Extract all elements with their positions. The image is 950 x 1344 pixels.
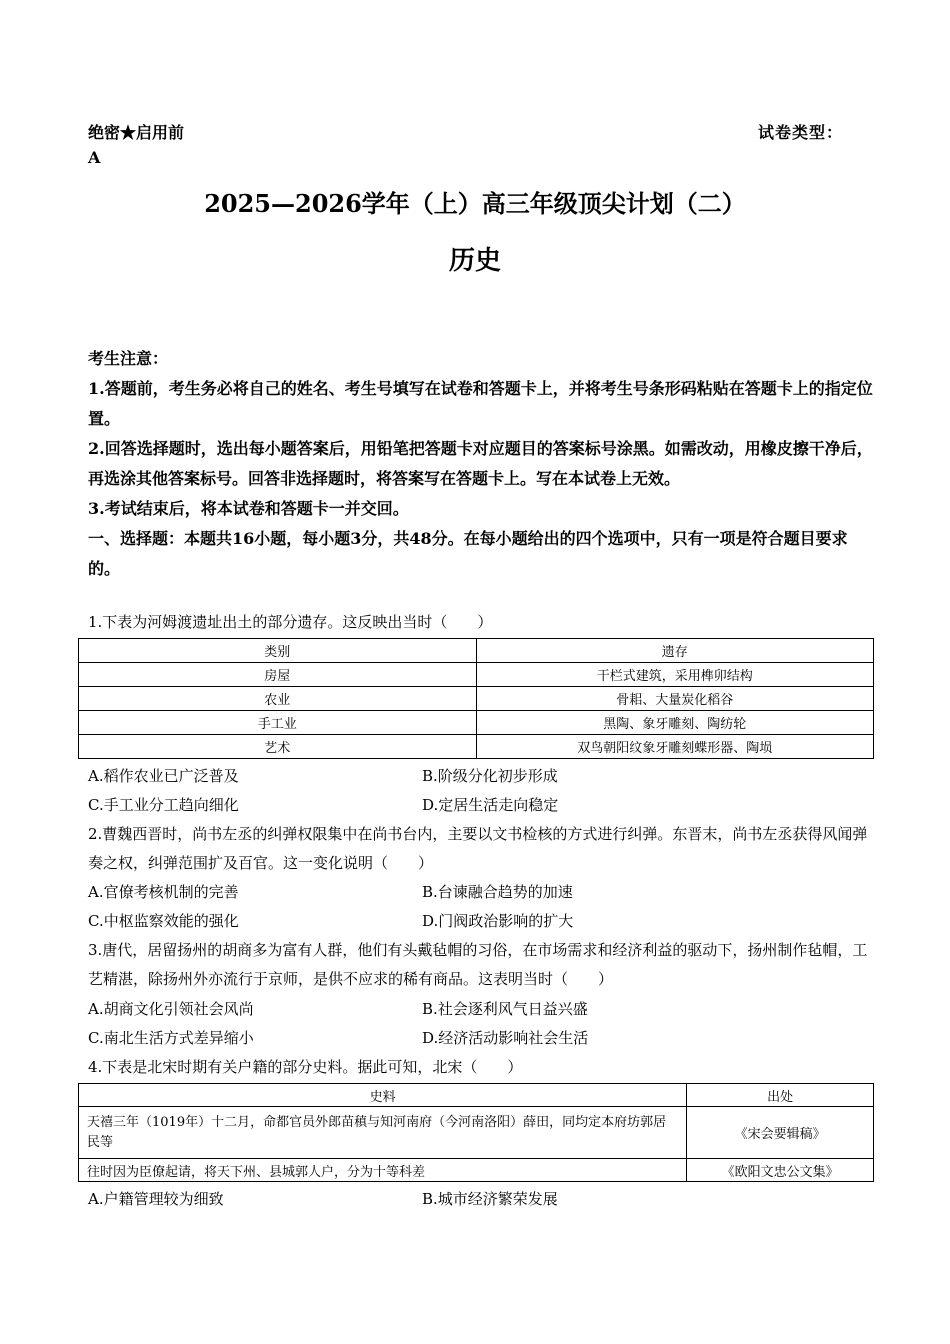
table-row bbox=[79, 687, 874, 711]
question-2-stem: 2.曹魏西晋时，尚书左丞的纠弹权限集中在尚书台内，主要以文书检核的方式进行纠弹。东晋末，尚书左丞获得风闻弹奏之权，纠弹范围扩及百官。这一变化说明（ ） bbox=[88, 825, 868, 872]
subject-title: 历史 bbox=[448, 246, 501, 276]
table-row bbox=[79, 663, 874, 687]
question-3-stem: 3.唐代，居留扬州的胡商多为富有人群，他们有头戴毡帽的习俗，在市场需求和经济利益的驱动下，扬州制作毡帽，工艺精湛，除扬州外亦流行于京师，是供不应求的稀有商品。这表明当时（ ） bbox=[88, 941, 868, 988]
option-d: D.定居生活走向稳定 bbox=[422, 796, 559, 814]
table-cell: 黑陶、象牙雕刻、陶纺轮 bbox=[476, 711, 874, 735]
option-b: B.台谏融合趋势的加速 bbox=[422, 883, 573, 901]
table-cell: 《欧阳文忠公文集》 bbox=[687, 1159, 874, 1182]
question-4-stem: 4.下表是北宋时期有关户籍的部分史料。据此可知，北宋（ ） bbox=[88, 1058, 523, 1076]
table-header: 类别 bbox=[79, 639, 477, 663]
option-b: B.社会逐利风气日益兴盛 bbox=[422, 1000, 588, 1018]
option-a: A.户籍管理较为细致 bbox=[88, 1190, 224, 1208]
notice-block bbox=[88, 344, 878, 584]
question-1-stem: 1.下表为河姆渡遗址出土的部分遗存。这反映出当时（ ） bbox=[88, 613, 493, 631]
option-d: D.门阀政治影响的扩大 bbox=[422, 912, 574, 930]
option-a: A.胡商文化引领社会风尚 bbox=[88, 1000, 254, 1018]
paper-type-label: 试卷类型： bbox=[758, 123, 844, 142]
table-cell: 《宋会要辑稿》 bbox=[687, 1107, 874, 1159]
table-header: 遗存 bbox=[476, 639, 874, 663]
notice-heading: 考生注意： bbox=[88, 349, 169, 368]
option-a: A.稻作农业已广泛普及 bbox=[88, 767, 239, 785]
option-c: C.南北生活方式差异缩小 bbox=[88, 1029, 254, 1047]
notice-item-3: 3.考试结束后，将本试卷和答题卡一并交回。 bbox=[88, 499, 409, 518]
option-c: C.中枢监察效能的强化 bbox=[88, 912, 239, 930]
table-cell: 双鸟朝阳纹象牙雕刻蝶形器、陶埙 bbox=[476, 735, 874, 759]
notice-item-2: 2.回答选择题时，选出每小题答案后，用铅笔把答题卡对应题目的答案标号涂黑。如需改动，用橡皮擦干净后，再选涂其他答案标号。回答非选择题时，将答案写在答题卡上。写在本试卷上无效。 bbox=[88, 439, 873, 488]
table-row bbox=[79, 735, 874, 759]
section-heading: 一、选择题：本题共16小题，每小题3分，共48分。在每小题给出的四个选项中，只有一项是符合题目要求的。 bbox=[88, 529, 848, 578]
table-header: 出处 bbox=[687, 1084, 874, 1107]
option-b: B.阶级分化初步形成 bbox=[422, 767, 558, 785]
confidential-label: 绝密★启用前 bbox=[88, 123, 185, 142]
table-cell: 天禧三年（1019年）十二月，命都官员外郎苗稹与知河南府（今河南洛阳）薛田，同均定本府坊郭居民等 bbox=[79, 1107, 687, 1159]
table-cell: 往时因为臣僚起请，将天下州、县城郭人户，分为十等科差 bbox=[79, 1159, 687, 1182]
table-row bbox=[79, 1107, 874, 1159]
table-header: 史料 bbox=[79, 1084, 687, 1107]
option-b: B.城市经济繁荣发展 bbox=[422, 1190, 558, 1208]
table-row bbox=[79, 1159, 874, 1182]
table-row bbox=[79, 711, 874, 735]
notice-item-1: 1.答题前，考生务必将自己的姓名、考生号填写在试卷和答题卡上，并将考生号条形码粘贴在答题卡上的指定位置。 bbox=[88, 379, 873, 428]
option-d: D.经济活动影响社会生活 bbox=[422, 1029, 589, 1047]
option-a: A.官僚考核机制的完善 bbox=[88, 883, 239, 901]
page-title: 2025—2026学年（上）高三年级顶尖计划（二） bbox=[204, 189, 746, 218]
question-4-table bbox=[78, 1083, 874, 1182]
table-cell: 农业 bbox=[79, 687, 477, 711]
option-c: C.手工业分工趋向细化 bbox=[88, 796, 239, 814]
table-cell: 艺术 bbox=[79, 735, 477, 759]
table-cell: 骨耜、大量炭化稻谷 bbox=[476, 687, 874, 711]
table-cell: 干栏式建筑，采用榫卯结构 bbox=[476, 663, 874, 687]
paper-type-value: A bbox=[88, 148, 101, 167]
table-cell: 手工业 bbox=[79, 711, 477, 735]
table-cell: 房屋 bbox=[79, 663, 477, 687]
question-1-table bbox=[78, 638, 874, 759]
